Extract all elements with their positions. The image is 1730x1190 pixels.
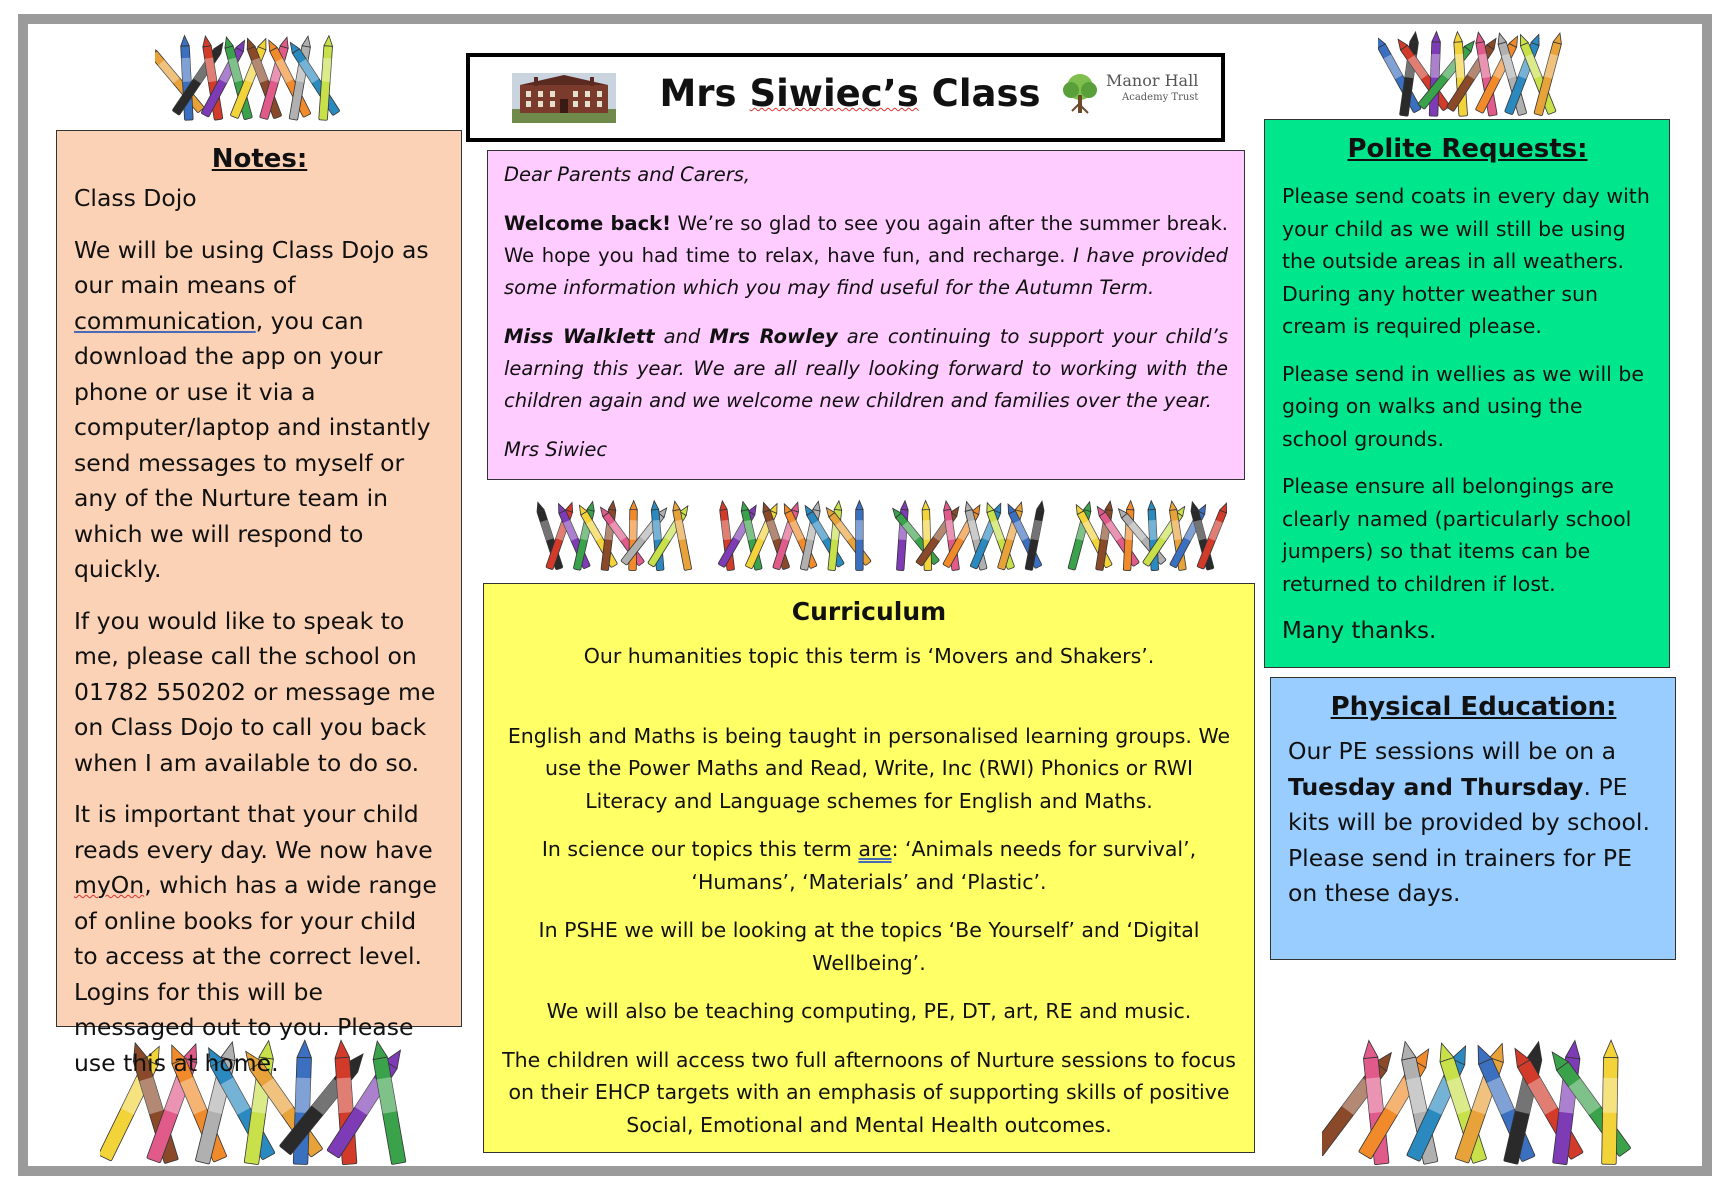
- tree-logo-icon: [1060, 71, 1100, 117]
- crayons-illustration-middle-4: [1064, 496, 1230, 572]
- polite-requests-panel: [1264, 119, 1670, 668]
- letter-greeting: Dear Parents and Carers,: [504, 163, 751, 186]
- pe-heading: Physical Education:: [1330, 692, 1617, 722]
- notes-paragraph: If you would like to speak to me, please call the school on 01782 550202 or message me on Class Dojo to call you back when I am available to do so.: [74, 606, 436, 777]
- crayons-illustration-top-left: [155, 30, 345, 122]
- notes-paragraph: We will be using Class Dojo as our main means of communication, you can download the app on your phone or use it via a computer/laptop and instantly send messages to myself or any of the Nurture team in which we will respond to quickly.: [74, 235, 431, 583]
- title-banner: [466, 53, 1225, 142]
- curriculum-heading: Curriculum: [791, 597, 947, 626]
- polite-requests-heading: Polite Requests:: [1347, 134, 1588, 164]
- logo-subtitle: Academy Trust: [1122, 92, 1199, 103]
- curriculum-paragraph: The children will access two full afternoons of Nurture sessions to focus on their EHCP targets with an emphasis of supporting skills of positive Social, Emotional and Mental Health outcomes.: [502, 1047, 1236, 1137]
- pe-days: Tuesday and Thursday: [1288, 772, 1584, 801]
- crayon-icon: [1602, 1040, 1619, 1164]
- logo-name: Manor Hall: [1106, 71, 1199, 90]
- curriculum-panel: [483, 583, 1255, 1153]
- polite-paragraph: Please send in wellies as we will be going on walks and using the school grounds.: [1282, 361, 1644, 451]
- crayons-illustration-bottom-right: [1322, 1032, 1642, 1167]
- polite-paragraph: Please send coats in every day with your child as we will still be using the outside areas in all weathers. During any hotter weather sun cream is required please.: [1282, 184, 1650, 338]
- page-title: Mrs Siwiec’s Class: [659, 72, 1041, 115]
- polite-thanks: Many thanks.: [1282, 618, 1437, 644]
- curriculum-paragraph: English and Maths is being taught in personalised learning groups. We use the Power Maths and Read, Write, Inc (RWI) Phonics or RWI Literacy and Language schemes for English and Maths.: [507, 723, 1231, 813]
- curriculum-paragraph: Our humanities topic this term is ‘Movers and Shakers’.: [583, 644, 1155, 668]
- notes-heading: Notes:: [211, 144, 308, 174]
- crayon-icon: [1116, 506, 1167, 564]
- pe-paragraph: Our PE sessions will be on a Tuesday and Thursday. PE kits will be provided by school. Please send in trainers for PE on these days.: [1288, 737, 1650, 907]
- letter-signoff: Mrs Siwiec: [504, 438, 608, 461]
- curriculum-paragraph: We will also be teaching computing, PE, DT, art, RE and music.: [546, 999, 1192, 1023]
- myon-text: myOn: [74, 871, 145, 899]
- communication-text: communication: [74, 306, 256, 335]
- letter-paragraph: Miss Walklett and Mrs Rowley are continuing to support your child’s learning this year. We are all really looking forward to working with the children again and we welcome new children and families over the year.: [504, 325, 1228, 412]
- notes-panel: [56, 130, 462, 1077]
- curriculum-paragraph: In science our topics this term are: ‘Animals needs for survival’, ‘Humans’, ‘Materials’ and ‘Plastic’.: [541, 837, 1197, 894]
- letter-paragraph: Welcome back! We’re so glad to see you again after the summer break. We hope you had time to relax, have fun, and recharge. I have provided some information which you may find useful for the Autumn Term.: [504, 212, 1229, 299]
- crayon-icon: [856, 501, 864, 571]
- physical-education-panel: [1270, 677, 1676, 960]
- crayons-illustration-middle-2: [710, 496, 876, 572]
- notes-paragraph: Class Dojo: [74, 184, 197, 212]
- welcome-letter: [487, 150, 1245, 480]
- crayons-illustration-top-right: [1378, 26, 1568, 118]
- crayons-illustration-middle-1: [532, 496, 698, 572]
- school-building-photo: [512, 73, 616, 123]
- notes-paragraph: It is important that your child reads every day. We now have myOn, which has a wide range of online books for your child to access at the correct level. Logins for this will be messaged out to you. Please use this at home.: [74, 800, 437, 1077]
- crayons-illustration-middle-3: [886, 496, 1052, 572]
- polite-paragraph: Please ensure all belongings are clearly named (particularly school jumpers) so that items can be returned to children if lost.: [1282, 474, 1632, 596]
- curriculum-paragraph: In PSHE we will be looking at the topics ‘Be Yourself’ and ‘Digital Wellbeing’.: [538, 918, 1200, 975]
